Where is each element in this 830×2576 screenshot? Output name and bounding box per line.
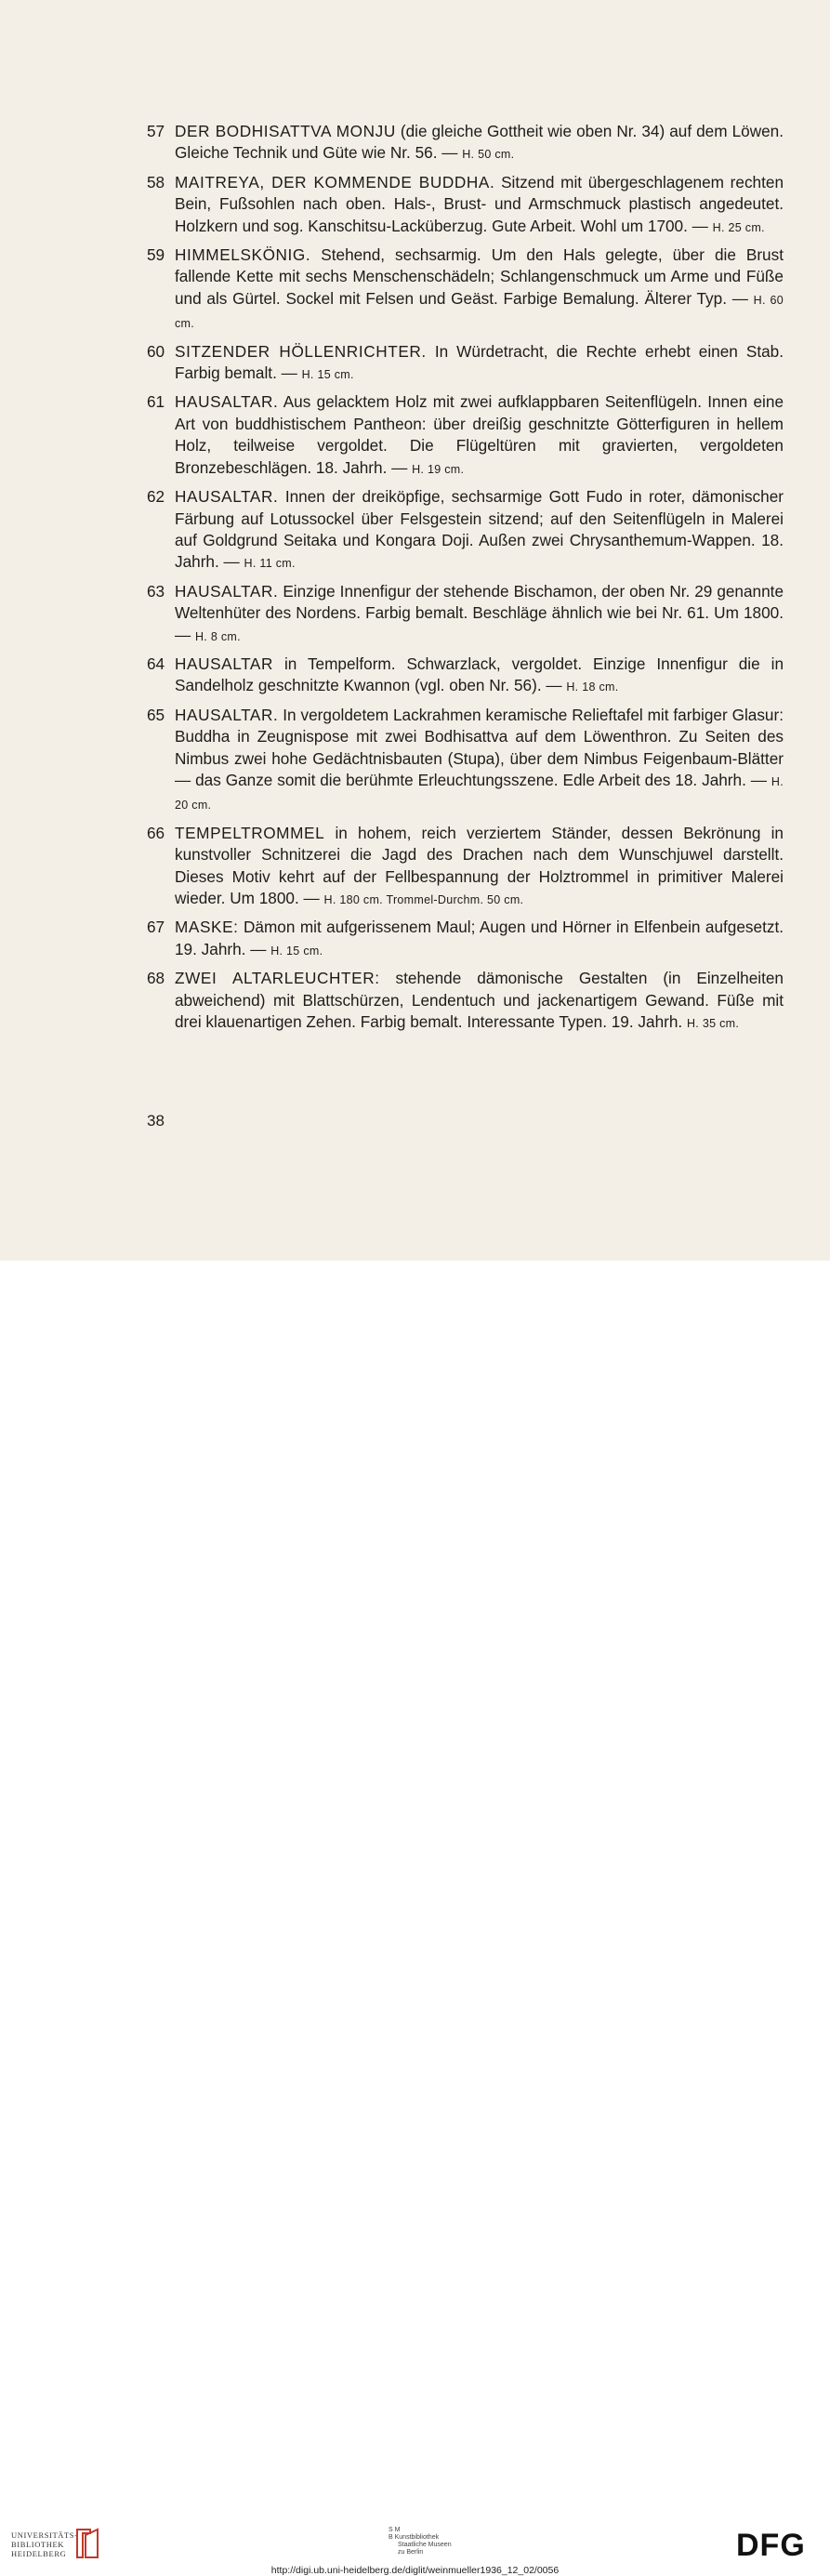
footer-bar <box>0 1261 830 2576</box>
entry-measurement: H. 50 cm. <box>462 148 515 162</box>
entry-heading: TEMPELTROMMEL <box>175 823 325 842</box>
entry-heading: DER BODHISATTVA MONJU <box>175 122 396 140</box>
smb-line: zu Berlin <box>398 2549 424 2556</box>
entry-heading: HAUSALTAR <box>175 654 273 673</box>
catalog-entry <box>147 341 784 387</box>
catalog-entry <box>147 705 784 817</box>
entry-measurement: H. 11 cm. <box>244 557 296 571</box>
catalog-entry <box>147 581 784 648</box>
entry-heading: HIMMELSKÖNIG. <box>175 245 311 265</box>
entry-measurement: H. 19 cm. <box>412 462 465 476</box>
entry-measurement: H. 15 cm. <box>270 944 323 958</box>
entry-heading: SITZENDER HÖLLENRICHTER. <box>175 341 427 361</box>
entry-number: 62 <box>147 487 165 507</box>
entry-number: 59 <box>147 245 165 265</box>
entry-measurement: H. 180 cm. Trommel-Durchm. 50 cm. <box>323 893 524 906</box>
entry-measurement: H. 15 cm. <box>301 368 354 382</box>
catalog-entry <box>147 121 784 166</box>
catalog-entry <box>147 968 784 1035</box>
entry-measurement: H. 60 cm. <box>175 293 784 331</box>
entry-description: Dämon mit aufgerissenem Maul; Augen und Hörner in Elfenbein aufgesetzt. 19. Jahrh. — <box>175 918 784 958</box>
entry-heading: MASKE: <box>175 918 239 937</box>
entry-heading: HAUSALTAR. <box>175 392 279 412</box>
entry-measurement: H. 8 cm. <box>194 629 241 643</box>
scanned-page <box>0 0 830 1261</box>
entry-measurement: H. 20 cm. <box>175 774 784 812</box>
entry-description: in Tempelform. Schwarzlack, vergoldet. Einzige Innenfigur die in Sandelholz geschnitzte Kwannon (vgl. oben Nr. 56). — <box>175 654 784 695</box>
entry-description: In vergoldetem Lackrahmen keramische Relieftafel mit farbiger Glasur: Buddha in Zeugnispose mit zwei Bodhisattva auf dem Löwenthron. Zu Seiten des Nimbus zwei hohe Gedächtnisbauten (Stupa), über dem Nimbus Feigenbaum-Blätter — das Ganze somit die berühmte Erleuchtungsszene. Edle Arbeit des 18. Jahrh. — <box>175 705 784 789</box>
entry-heading: HAUSALTAR. <box>175 705 279 724</box>
page-number: 38 <box>147 1112 165 1129</box>
entry-number: 61 <box>147 392 165 412</box>
entry-heading: MAITREYA, DER KOMMENDE BUDDHA. <box>175 172 495 192</box>
permalink-url[interactable]: http://digi.ub.uni-heidelberg.de/diglit/weinmueller1936_12_02/0056 <box>270 2565 560 2576</box>
catalog-entry <box>147 917 784 962</box>
catalog-entry <box>147 172 784 239</box>
entry-heading: ZWEI ALTARLEUCHTER: <box>175 969 380 988</box>
catalog-entry-list <box>147 121 784 1040</box>
entry-number: 66 <box>147 823 165 842</box>
entry-number: 64 <box>147 654 165 673</box>
entry-description: stehende dämonische Gestalten (in Einzelheiten abweichend) mit Blattschürzen, Lendentuch und jackenartigem Gewand. Füße mit drei klauenartigen Zehen. Farbig bemalt. Interessante Typen. 19. Jahrh. <box>175 969 784 1032</box>
entry-description: Einzige Innenfigur der stehende Bischamon, der oben Nr. 29 genannte Weltenhüter des Nordens. Farbig bemalt. Beschläge ähnlich wie bei Nr. 61. Um 1800. — <box>175 581 784 644</box>
entry-heading: HAUSALTAR. <box>175 487 279 507</box>
catalog-entry <box>147 486 784 575</box>
library-line: BIBLIOTHEK <box>11 2540 64 2549</box>
smb-line: B Kunstbibliothek <box>389 2534 440 2541</box>
entry-description: Innen der dreiköpfige, sechsarmige Gott Fudo in roter, dämonischer Färbung auf Lotussockel über Felsgestein sitzend; auf den Seitenflügeln in Malerei auf Goldgrund Seitaka und Kongara Doji. Außen zwei Chrysanthemum-Wappen. 18. Jahrh. — <box>175 487 784 572</box>
entry-description: in hohem, reich verziertem Ständer, dessen Bekrönung in kunstvoller Schnitzerei die Jagd des Drachen nach dem Wunschjuwel darstellt. Dieses Motiv kehrt auf der Fellbespannung der Holztrommel in primitiver Malerei wieder. Um 1800. — <box>175 823 784 907</box>
entry-number: 65 <box>147 705 165 724</box>
smb-kunstbibliothek-label <box>389 2527 452 2556</box>
university-library-label <box>11 2530 78 2558</box>
university-library-logo-icon <box>74 2526 100 2561</box>
entry-number: 58 <box>147 172 165 192</box>
entry-measurement: H. 25 cm. <box>712 220 765 234</box>
entry-number: 57 <box>147 122 165 140</box>
entry-description: (die gleiche Gottheit wie oben Nr. 34) auf dem Löwen. Gleiche Technik und Güte wie Nr. 56. — <box>175 122 784 163</box>
catalog-entry <box>147 244 784 336</box>
dfg-logo: DFG <box>736 2528 806 2563</box>
catalog-entry <box>147 391 784 481</box>
entry-number: 67 <box>147 918 165 937</box>
entry-description: Sitzend mit übergeschlagenem rechten Bein, Fußsohlen nach oben. Hals-, Brust- und Armschmuck plastisch angedeutet. Holzkern und sog. Kanschitsu-Lacküberzug. Gute Arbeit. Wohl um 1700. — <box>175 172 784 235</box>
entry-measurement: H. 35 cm. <box>686 1017 740 1031</box>
library-line: HEIDELBERG <box>11 2549 67 2558</box>
entry-number: 63 <box>147 581 165 601</box>
library-line: UNIVERSITÄTS- <box>11 2530 78 2540</box>
entry-heading: HAUSALTAR. <box>175 581 279 601</box>
entry-measurement: H. 18 cm. <box>566 680 619 694</box>
smb-line: Staatliche Museen <box>398 2542 452 2548</box>
catalog-entry <box>147 654 784 699</box>
entry-description: Aus gelacktem Holz mit zwei aufklappbaren Seitenflügeln. Innen eine Art von buddhistischem Pantheon: über dreißig geschnitzte Götterfiguren in hellem Holz, teilweise vergoldet. Die Flügeltüren mit gravierten, vergoldeten Bronzebeschlägen. 18. Jahrh. — <box>175 392 784 477</box>
entry-description: In Würdetracht, die Rechte erhebt einen Stab. Farbig bemalt. — <box>175 341 784 383</box>
entry-number: 60 <box>147 341 165 361</box>
smb-line: S M <box>389 2527 401 2533</box>
catalog-entry <box>147 823 784 912</box>
entry-description: Stehend, sechsarmig. Um den Hals gelegte, über die Brust fallende Kette mit sechs Menschenschädeln; Schlangenschmuck um Arme und Füße und als Gürtel. Sockel mit Felsen und Geäst. Farbige Bemalung. Älterer Typ. — <box>175 245 784 308</box>
entry-number: 68 <box>147 969 165 988</box>
